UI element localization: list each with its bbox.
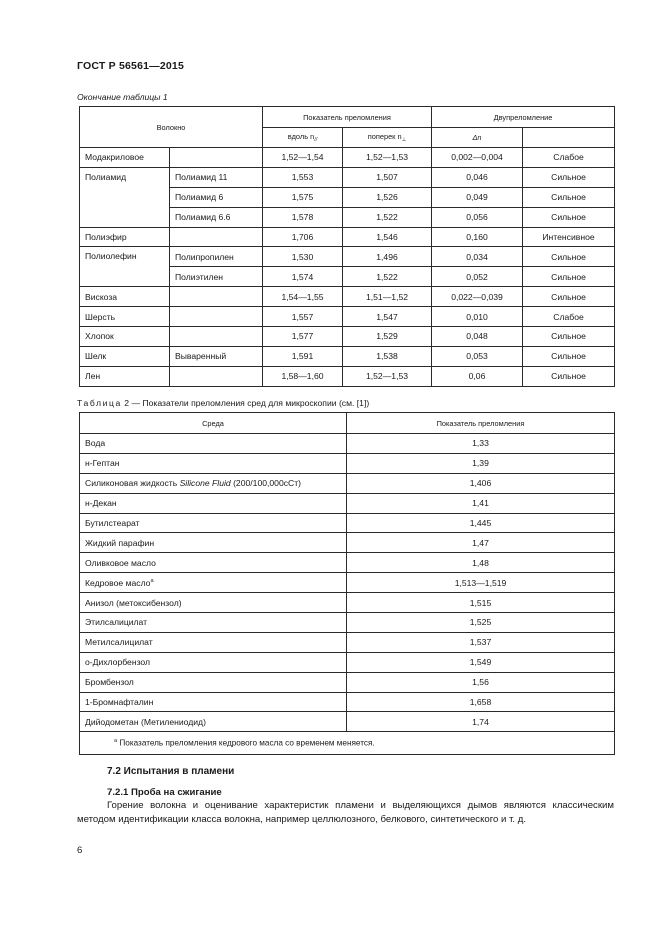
table-row: [80, 473, 615, 493]
medium-cell: н-Гептан: [80, 453, 347, 473]
index-cell: 1,41: [347, 493, 615, 513]
delta-cell: 0,046: [432, 167, 523, 187]
fiber-cell: Полиолефин: [80, 247, 170, 287]
header-across: поперек $n_\perp$: [343, 128, 432, 148]
footnote-ref: a: [150, 577, 154, 584]
fiber-cell: Полиэфир: [80, 227, 170, 247]
table-row: [80, 533, 615, 553]
table-row: [80, 287, 615, 307]
delta-cell: 0,160: [432, 227, 523, 247]
paragraph-text: Горение волокна и оценивание характеристик пламени и выделяющихся дымов являются классическим методом идентификации класса волокна, например целлюлозного, белкового, синтетического и т. д.: [77, 800, 614, 825]
along-cell: 1,530: [263, 247, 343, 267]
across-cell: 1,496: [343, 247, 432, 267]
table-row: [80, 672, 615, 692]
table-row: [80, 593, 615, 613]
bire-cell: Сильное: [523, 346, 615, 366]
index-cell: 1,48: [347, 553, 615, 573]
table2-refraction-media: [79, 412, 615, 755]
delta-cell: 0,048: [432, 327, 523, 347]
across-cell: 1,526: [343, 187, 432, 207]
table-row: [80, 434, 615, 454]
bire-cell: Сильное: [523, 287, 615, 307]
bire-cell: Слабое: [523, 307, 615, 327]
medium-cell: Жидкий парафин: [80, 533, 347, 553]
across-cell: 1,52—1,53: [343, 366, 432, 386]
medium-cell: Оливковое масло: [80, 553, 347, 573]
table-row: [80, 327, 615, 347]
table-row: [80, 148, 615, 168]
delta-cell: 0,049: [432, 187, 523, 207]
table-row: [80, 493, 615, 513]
subtype-cell: Полиамид 11: [170, 167, 263, 187]
subtype-cell: Полиэтилен: [170, 267, 263, 287]
table-row: [80, 366, 615, 386]
index-cell: 1,658: [347, 692, 615, 712]
fiber-cell: Полиамид: [80, 167, 170, 227]
delta-cell: 0,06: [432, 366, 523, 386]
medium-cell: н-Декан: [80, 493, 347, 513]
along-cell: 1,574: [263, 267, 343, 287]
across-cell: 1,522: [343, 207, 432, 227]
medium-cell: Кедровое масло$^a$: [80, 573, 347, 593]
table1-caption: Окончание таблицы 1: [77, 92, 168, 102]
bire-cell: Сильное: [523, 167, 615, 187]
along-cell: 1,575: [263, 187, 343, 207]
table-row: [80, 613, 615, 633]
bire-cell: Интенсивное: [523, 227, 615, 247]
table-footnote: $^a$ Показатель преломления кедрового масла со временем меняется.: [80, 732, 615, 755]
subtype-cell: [170, 307, 263, 327]
index-cell: 1,33: [347, 434, 615, 454]
medium-cell: Анизол (метоксибензол): [80, 593, 347, 613]
table-row: [80, 573, 615, 593]
across-cell: 1,547: [343, 307, 432, 327]
subtype-cell: Полиамид 6: [170, 187, 263, 207]
across-cell: 1,507: [343, 167, 432, 187]
fiber-cell: Вискоза: [80, 287, 170, 307]
delta-cell: 0,002—0,004: [432, 148, 523, 168]
across-cell: 1,529: [343, 327, 432, 347]
along-cell: 1,577: [263, 327, 343, 347]
medium-cell: Бутилстеарат: [80, 513, 347, 533]
table-row: [80, 553, 615, 573]
across-cell: 1,52—1,53: [343, 148, 432, 168]
table-footnote-row: [80, 732, 615, 755]
index-cell: 1,47: [347, 533, 615, 553]
table-row: [80, 652, 615, 672]
header-delta: Δn: [432, 128, 523, 148]
subtype-cell: Полипропилен: [170, 247, 263, 267]
fiber-cell: Модакриловое: [80, 148, 170, 168]
along-cell: 1,553: [263, 167, 343, 187]
index-cell: 1,445: [347, 513, 615, 533]
bire-cell: Сильное: [523, 267, 615, 287]
along-cell: 1,557: [263, 307, 343, 327]
header-index: Показатель преломления: [347, 413, 615, 434]
along-cell: 1,706: [263, 227, 343, 247]
table-row: [80, 167, 615, 187]
header-fiber: Волокно: [80, 107, 263, 148]
table-row: [80, 247, 615, 267]
medium-cell: о-Дихлорбензол: [80, 652, 347, 672]
fiber-cell: Шерсть: [80, 307, 170, 327]
document-header: ГОСТ Р 56561—2015: [77, 60, 185, 72]
delta-cell: 0,034: [432, 247, 523, 267]
along-cell: 1,578: [263, 207, 343, 227]
index-cell: 1,56: [347, 672, 615, 692]
table1-refraction-fibers: [79, 106, 615, 387]
table-row: [80, 453, 615, 473]
delta-cell: 0,010: [432, 307, 523, 327]
header-refraction: Показатель преломления: [263, 107, 432, 128]
delta-cell: 0,022—0,039: [432, 287, 523, 307]
fiber-cell: Шелк: [80, 346, 170, 366]
bire-cell: Сильное: [523, 327, 615, 347]
medium-cell: Дийодометан (Метилениодид): [80, 712, 347, 732]
table-row: [80, 307, 615, 327]
subtype-cell: [170, 366, 263, 386]
header-medium: Среда: [80, 413, 347, 434]
header-bire-level: [523, 128, 615, 148]
table-row: [80, 632, 615, 652]
along-cell: 1,591: [263, 346, 343, 366]
across-cell: 1,546: [343, 227, 432, 247]
index-cell: 1,74: [347, 712, 615, 732]
delta-cell: 0,053: [432, 346, 523, 366]
medium-cell: Вода: [80, 434, 347, 454]
header-along: вдоль $n_{//}$: [263, 128, 343, 148]
index-cell: 1,537: [347, 632, 615, 652]
header-birefringence: Двупреломление: [432, 107, 615, 128]
along-cell: 1,58—1,60: [263, 366, 343, 386]
along-cell: 1,54—1,55: [263, 287, 343, 307]
table2-caption: Таблица 2 — Показатели преломления сред для микроскопии (см. [1]): [77, 398, 370, 408]
subtype-cell: [170, 227, 263, 247]
bire-cell: Сильное: [523, 187, 615, 207]
section-heading-7-2-1: 7.2.1 Проба на сжигание: [107, 787, 222, 798]
subtype-cell: [170, 287, 263, 307]
across-cell: 1,51—1,52: [343, 287, 432, 307]
medium-cell: Бромбензол: [80, 672, 347, 692]
subtype-cell: [170, 148, 263, 168]
medium-cell: Этилсалицилат: [80, 613, 347, 633]
bire-cell: Сильное: [523, 247, 615, 267]
medium-cell: Силиконовая жидкость Silicone Fluid (200/100,000сСт): [80, 473, 347, 493]
across-cell: 1,522: [343, 267, 432, 287]
table-row: [80, 346, 615, 366]
index-cell: 1,39: [347, 453, 615, 473]
subtype-cell: Полиамид 6.6: [170, 207, 263, 227]
index-cell: 1,406: [347, 473, 615, 493]
page-number: 6: [77, 845, 83, 856]
fiber-cell: Лен: [80, 366, 170, 386]
table-row: [80, 712, 615, 732]
fiber-cell: Хлопок: [80, 327, 170, 347]
index-cell: 1,515: [347, 593, 615, 613]
index-cell: 1,549: [347, 652, 615, 672]
section-heading-7-2: 7.2 Испытания в пламени: [107, 766, 235, 777]
along-cell: 1,52—1,54: [263, 148, 343, 168]
bire-cell: Сильное: [523, 366, 615, 386]
table-row: [80, 227, 615, 247]
index-cell: 1,525: [347, 613, 615, 633]
medium-cell: 1-Бромнафталин: [80, 692, 347, 712]
index-cell: 1,513—1,519: [347, 573, 615, 593]
bire-cell: Сильное: [523, 207, 615, 227]
subtype-cell: Вываренный: [170, 346, 263, 366]
delta-cell: 0,052: [432, 267, 523, 287]
across-cell: 1,538: [343, 346, 432, 366]
table-row: [80, 692, 615, 712]
medium-cell: Метилсалицилат: [80, 632, 347, 652]
table-row: [80, 513, 615, 533]
bire-cell: Слабое: [523, 148, 615, 168]
delta-cell: 0,056: [432, 207, 523, 227]
subtype-cell: [170, 327, 263, 347]
